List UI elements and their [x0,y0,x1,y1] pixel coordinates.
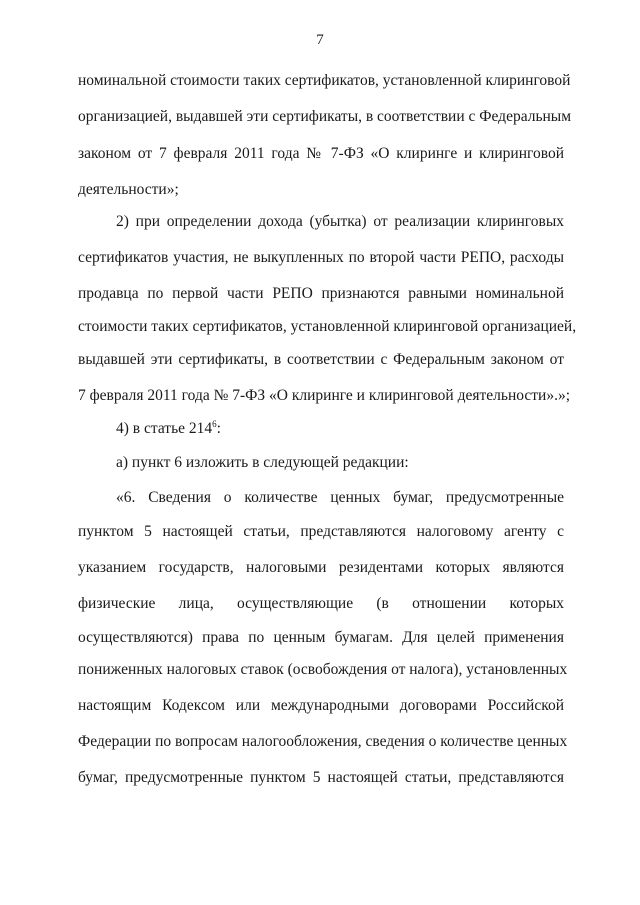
article-suffix: : [216,420,221,437]
text-line: а) пункт 6 изложить в следующей редакции: [116,454,409,471]
page-number: 7 [316,32,324,48]
text-line: указанием государств, налоговыми резидентами которых являются [78,559,564,576]
text-line: законом от 7 февраля 2011 года № 7-ФЗ «О клиринге и клиринговой [78,145,564,162]
text-line: продавца по первой части РЕПО признаются равными номинальной [78,285,564,302]
article-line [116,419,564,439]
text-line: 2) при определении дохода (убытка) от реализации клиринговых [116,213,564,230]
text-line: стоимости таких сертификатов, установленной клиринговой организацией, [78,318,577,335]
text-line: сертификатов участия, не выкупленных по второй части РЕПО, расходы [78,249,564,266]
text-line: пунктом 5 настоящей статьи, представляются налоговому агенту с [78,523,564,540]
article-text: 4) в статье 214 [116,420,213,437]
text-line: выдавшей эти сертификаты, в соответствии с Федеральным законом от [78,351,564,368]
text-line: физические лица, осуществляющие (в отношении которых [78,595,564,612]
text-line: Федерации по вопросам налогообложения, сведения о количестве ценных [78,733,568,750]
text-line: осуществляются) права по ценным бумагам. Для целей применения [78,629,564,646]
text-line: деятельности»; [78,181,179,198]
text-line: настоящим Кодексом или международными договорами Российской [78,697,564,714]
text-line: бумаг, предусмотренные пунктом 5 настоящей статьи, представляются [78,769,564,786]
text-line: «6. Сведения о количестве ценных бумаг, предусмотренные [116,489,564,506]
text-line: 7 февраля 2011 года № 7-ФЗ «О клиринге и клиринговой деятельности».»; [78,387,571,404]
text-line: организацией, выдавшей эти сертификаты, в соответствии с Федеральным [78,108,572,125]
text-line: пониженных налоговых ставок (освобождения от налога), установленных [78,661,568,678]
article-superscript: 6 [212,419,217,429]
text-line: номинальной стоимости таких сертификатов, установленной клиринговой [78,72,571,89]
